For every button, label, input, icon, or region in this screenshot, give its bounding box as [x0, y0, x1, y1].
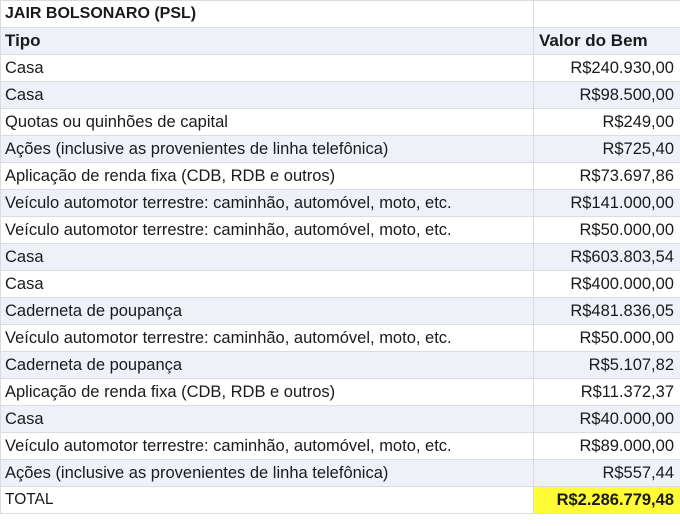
table-row	[1, 244, 680, 271]
table-row	[1, 190, 680, 217]
total-label: TOTAL	[1, 487, 534, 514]
table-row	[1, 460, 680, 487]
asset-type-cell: Veículo automotor terrestre: caminhão, automóvel, moto, etc.	[1, 433, 534, 460]
asset-value-cell: R$481.836,05	[534, 298, 680, 325]
asset-value-cell: R$50.000,00	[534, 217, 680, 244]
table-row	[1, 406, 680, 433]
asset-value-cell: R$400.000,00	[534, 271, 680, 298]
asset-value-cell: R$725,40	[534, 136, 680, 163]
asset-type-cell: Veículo automotor terrestre: caminhão, automóvel, moto, etc.	[1, 190, 534, 217]
asset-type-cell: Aplicação de renda fixa (CDB, RDB e outros)	[1, 163, 534, 190]
asset-type-cell: Casa	[1, 271, 534, 298]
asset-type-cell: Casa	[1, 244, 534, 271]
header-row	[1, 28, 680, 55]
asset-value-cell: R$98.500,00	[534, 82, 680, 109]
header-valor: Valor do Bem	[534, 28, 680, 55]
asset-value-cell: R$240.930,00	[534, 55, 680, 82]
asset-type-cell: Aplicação de renda fixa (CDB, RDB e outros)	[1, 379, 534, 406]
asset-type-cell: Veículo automotor terrestre: caminhão, automóvel, moto, etc.	[1, 325, 534, 352]
asset-value-cell: R$50.000,00	[534, 325, 680, 352]
table-row	[1, 271, 680, 298]
asset-value-cell: R$557,44	[534, 460, 680, 487]
asset-value-cell: R$249,00	[534, 109, 680, 136]
table-row	[1, 379, 680, 406]
asset-type-cell: Caderneta de poupança	[1, 298, 534, 325]
table-row	[1, 109, 680, 136]
asset-type-cell: Casa	[1, 82, 534, 109]
header-tipo: Tipo	[1, 28, 534, 55]
table-row	[1, 82, 680, 109]
table-row	[1, 298, 680, 325]
asset-value-cell: R$5.107,82	[534, 352, 680, 379]
table-row	[1, 433, 680, 460]
table-row	[1, 136, 680, 163]
table-row	[1, 55, 680, 82]
table-row	[1, 352, 680, 379]
asset-type-cell: Quotas ou quinhões de capital	[1, 109, 534, 136]
asset-type-cell: Caderneta de poupança	[1, 352, 534, 379]
table-row	[1, 163, 680, 190]
title-empty-cell	[534, 1, 680, 28]
asset-type-cell: Ações (inclusive as provenientes de linha telefônica)	[1, 460, 534, 487]
asset-type-cell: Veículo automotor terrestre: caminhão, automóvel, moto, etc.	[1, 217, 534, 244]
asset-value-cell: R$73.697,86	[534, 163, 680, 190]
asset-value-cell: R$603.803,54	[534, 244, 680, 271]
table-row	[1, 325, 680, 352]
asset-type-cell: Casa	[1, 406, 534, 433]
asset-value-cell: R$11.372,37	[534, 379, 680, 406]
title-row	[1, 1, 680, 28]
table-row	[1, 217, 680, 244]
total-row	[1, 487, 680, 514]
asset-value-cell: R$89.000,00	[534, 433, 680, 460]
asset-value-cell: R$40.000,00	[534, 406, 680, 433]
asset-type-cell: Ações (inclusive as provenientes de linha telefônica)	[1, 136, 534, 163]
total-value: R$2.286.779,48	[534, 487, 680, 514]
candidate-title: JAIR BOLSONARO (PSL)	[1, 1, 534, 28]
asset-value-cell: R$141.000,00	[534, 190, 680, 217]
asset-type-cell: Casa	[1, 55, 534, 82]
